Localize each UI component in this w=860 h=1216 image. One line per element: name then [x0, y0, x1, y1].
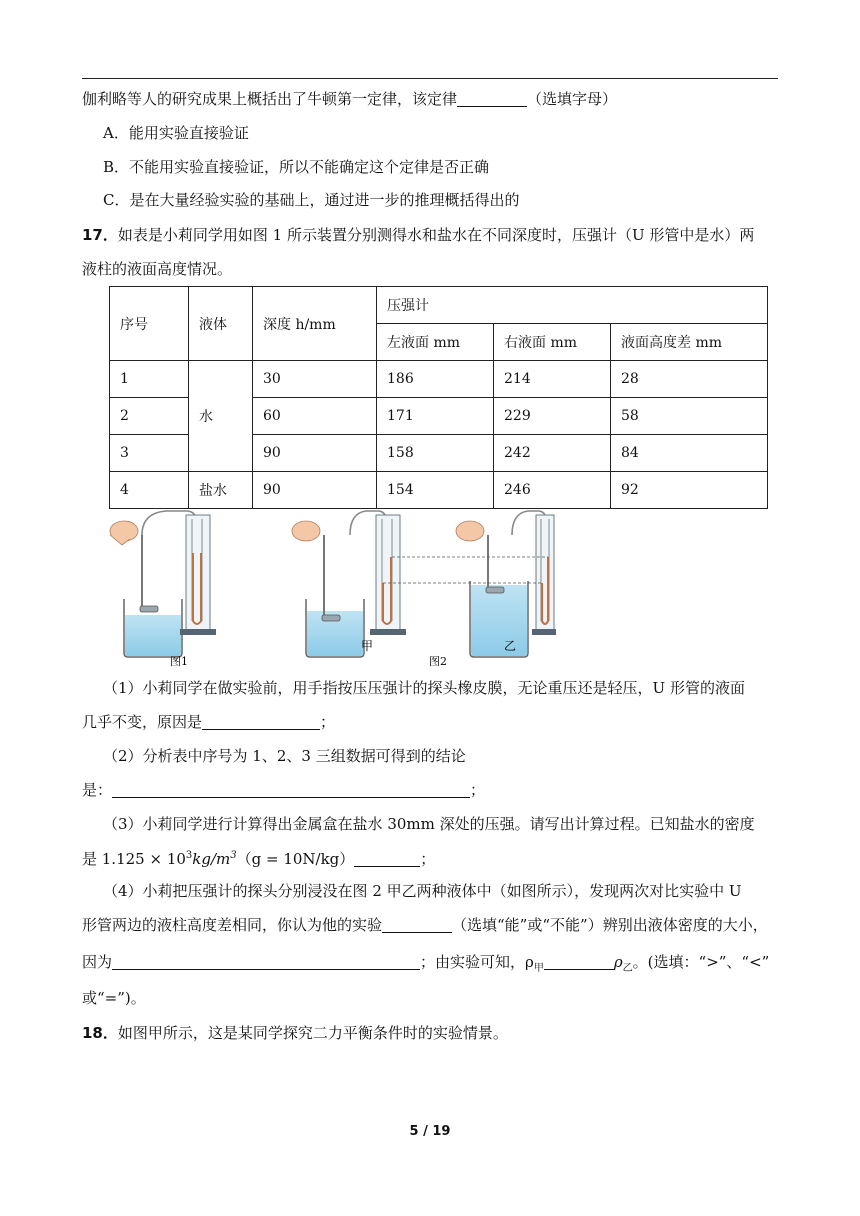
- sub4-line1: （4）小莉把压强计的探头分别浸没在图 2 甲乙两种液体中（如图所示），发现两次对比实验中 U: [103, 882, 742, 900]
- table-row: 3 90 158 242 84: [110, 435, 768, 472]
- header-left: 左液面 mm: [377, 324, 494, 361]
- question-17-line2: 液柱的液面高度情况。: [82, 260, 233, 278]
- header-liquid: 液体: [189, 287, 253, 361]
- label-fig2: 图2: [429, 655, 447, 668]
- answer-blank[interactable]: [112, 953, 420, 970]
- page-number: 5 / 19: [409, 1124, 451, 1139]
- header-depth: 深度 h/mm: [253, 287, 377, 361]
- figure-2-jia-apparatus: [292, 511, 406, 657]
- intro-line: 伽利略等人的研究成果上概括出了牛顿第一定律，该定律 （选填字母）: [82, 90, 618, 108]
- sub4-line2: 形管两边的液柱高度差相同，你认为他的实验 （选填“能”或“不能”）辨别出液体密度的大小，: [82, 916, 768, 934]
- header-diff: 液面高度差 mm: [611, 324, 768, 361]
- answer-blank[interactable]: [202, 713, 320, 730]
- table-row: 1 水 30 186 214 28: [110, 361, 768, 398]
- option-a: A．能用实验直接验证: [103, 124, 249, 142]
- sub4-line3: 因为 ；由实验可知，$\rho_甲$ $\rho_乙$。(选填：“>”、“<”: [82, 953, 770, 974]
- question-18: 18．如图甲所示，这是某同学探究二力平衡条件时的实验情景。: [82, 1024, 508, 1042]
- sub3-line1: （3）小莉同学进行计算得出金属盒在盐水 30mm 深处的压强。请写出计算过程。已知盐水的密度: [103, 815, 755, 833]
- question-17-line1: 17．如表是小莉同学用如图 1 所示装置分别测得水和盐水在不同深度时，压强计（U 形管中是水）两: [82, 226, 755, 244]
- header-index: 序号: [110, 287, 189, 361]
- pressure-gauge-figure: [96, 505, 556, 670]
- figure-2-yi-apparatus: [456, 511, 556, 657]
- header-right: 右液面 mm: [494, 324, 611, 361]
- label-fig1: 图1: [170, 655, 188, 668]
- header-gauge: 压强计: [377, 287, 768, 324]
- label-jia: 甲: [361, 639, 374, 653]
- answer-blank[interactable]: [382, 916, 452, 933]
- answer-blank[interactable]: [112, 781, 470, 798]
- sub1-line2: 几乎不变，原因是 ；: [82, 713, 336, 731]
- table-row: 2 60 171 229 58: [110, 398, 768, 435]
- cell-water: 水: [189, 361, 253, 472]
- option-b: B．不能用实验直接验证，所以不能确定这个定律是否正确: [103, 158, 490, 176]
- sub1-line1: （1）小莉同学在做实验前，用手指按压压强计的探头橡皮膜，无论重压还是轻压，U 形管的液面: [103, 679, 745, 697]
- data-table: [109, 286, 768, 509]
- answer-blank[interactable]: [544, 953, 614, 970]
- sub3-line2: 是 $1.125 \times 10^3kg/m^3(g = 10N/kg)$ ；: [82, 850, 436, 868]
- sub2-line1: （2）分析表中序号为 1、2、3 三组数据可得到的结论: [103, 747, 466, 765]
- label-yi: 乙: [504, 639, 517, 653]
- answer-blank[interactable]: [354, 850, 420, 867]
- sub2-line2: 是： ；: [82, 781, 486, 799]
- answer-blank[interactable]: [457, 90, 527, 107]
- figure-1-apparatus: [110, 511, 216, 657]
- table-row: 4 盐水 90 154 246 92: [110, 472, 768, 509]
- header-rule: [82, 78, 778, 79]
- sub4-line4: 或“=”)。: [82, 989, 146, 1007]
- option-c: C．是在大量经验实验的基础上，通过进一步的推理概括得出的: [103, 191, 520, 209]
